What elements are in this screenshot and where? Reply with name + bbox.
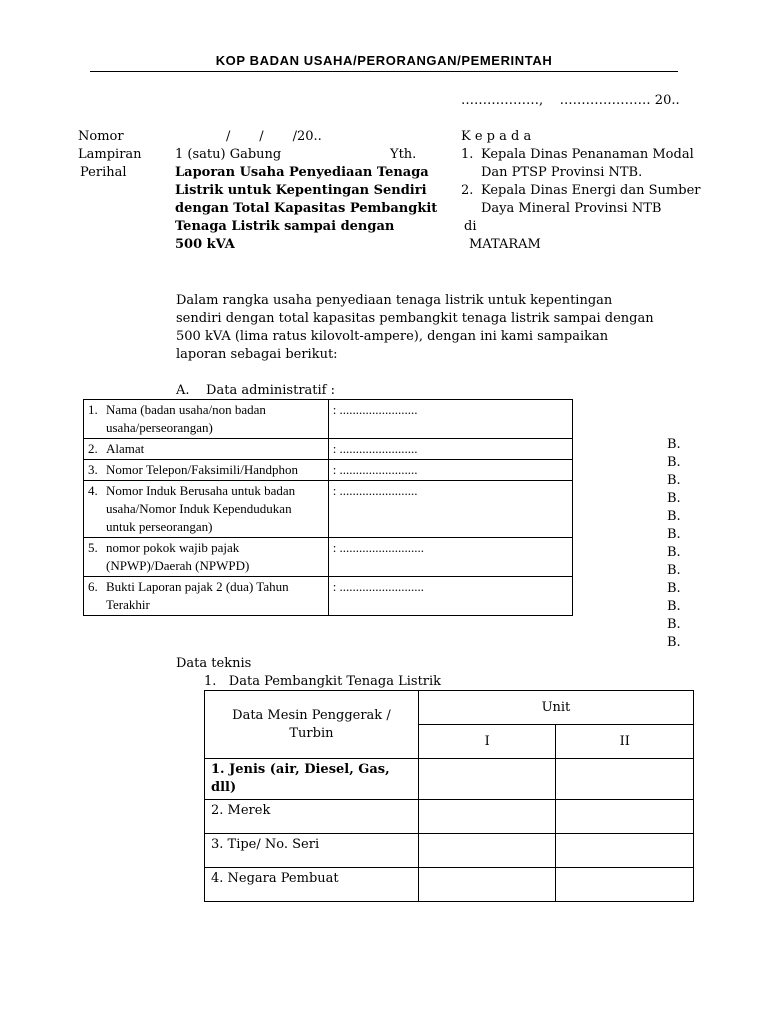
col-header-unit-1: I	[418, 725, 556, 759]
row-label: 2. Merek	[205, 800, 419, 834]
recipient-city: MATARAM	[469, 237, 541, 252]
b-marker: B.	[667, 491, 681, 506]
unit-2-cell[interactable]	[556, 759, 694, 800]
col-header-unit-2: II	[556, 725, 694, 759]
unit-2-cell[interactable]	[556, 868, 694, 902]
recipient-list	[461, 146, 700, 218]
lampiran-value: 1 (satu) Gabung	[175, 147, 282, 162]
perihal-line: Laporan Usaha Penyediaan Tenaga	[175, 165, 429, 180]
perihal-line: Tenaga Listrik sampai dengan	[175, 219, 395, 234]
row-label: nomor pokok wajib pajak (NPWP)/Daerah (NPWPD)	[106, 540, 250, 573]
table-row	[205, 800, 694, 834]
row-value[interactable]: : ........................	[328, 439, 572, 460]
section-b-subheading: 1. Data Pembangkit Tenaga Listrik	[204, 674, 442, 689]
unit-1-cell[interactable]	[418, 759, 556, 800]
row-value[interactable]: : ........................	[328, 460, 572, 481]
row-value[interactable]: : ........................	[328, 481, 572, 538]
yth-label: Yth.	[390, 147, 417, 162]
row-value[interactable]: : ..........................	[328, 577, 572, 616]
row-label: Nomor Telepon/Faksimili/Handphon	[106, 462, 299, 477]
row-label: 4. Negara Pembuat	[205, 868, 419, 902]
di-label: di	[464, 219, 477, 234]
unit-2-cell[interactable]	[556, 834, 694, 868]
perihal-line: dengan Total Kapasitas Pembangkit	[175, 201, 438, 216]
row-value[interactable]: : ..........................	[328, 538, 572, 577]
table-row: 1. Nama (badan usaha/non badan usaha/perseorangan) : ........................	[84, 400, 573, 439]
unit-1-cell[interactable]	[418, 868, 556, 902]
generator-data-table	[204, 690, 694, 902]
section-b-heading: Data teknis	[176, 656, 252, 671]
row-label: 3. Tipe/ No. Seri	[205, 834, 419, 868]
row-label: Bukti Laporan pajak 2 (dua) Tahun Terakhir	[106, 579, 289, 612]
section-a-heading: A. Data administratif :	[176, 383, 335, 398]
table-row	[205, 868, 694, 902]
col-header-machine: Data Mesin Penggerak / Turbin	[205, 691, 419, 759]
admin-data-table	[83, 399, 573, 616]
row-label: Alamat	[106, 441, 145, 456]
recipient-item: 1. Kepala Dinas Penanaman Modal Dan PTSP Provinsi NTB.	[461, 147, 694, 180]
b-marker-column	[667, 436, 681, 652]
table-row: 4. Nomor Induk Berusaha untuk badan usaha/Nomor Induk Kependudukan untuk perseorangan) : ........................	[84, 481, 573, 538]
perihal-line: 500 kVA	[175, 237, 235, 252]
b-marker: B.	[667, 455, 681, 470]
place-placeholder: ………………,	[461, 93, 544, 108]
perihal-value	[175, 164, 437, 254]
table-row: 3. Nomor Telepon/Faksimili/Handphon : ........................	[84, 460, 573, 481]
b-marker: B.	[667, 473, 681, 488]
row-label: 1. Jenis (air, Diesel, Gas, dll)	[205, 759, 419, 800]
unit-2-cell[interactable]	[556, 800, 694, 834]
b-marker: B.	[667, 617, 681, 632]
b-marker: B.	[667, 527, 681, 542]
kepada-label: K e p a d a	[461, 129, 532, 144]
nomor-value: / / /20..	[226, 129, 322, 144]
b-marker: B.	[667, 635, 681, 650]
unit-1-cell[interactable]	[418, 834, 556, 868]
letterhead-title: KOP BADAN USAHA/PERORANGAN/PEMERINTAH	[215, 53, 553, 68]
b-marker: B.	[667, 599, 681, 614]
b-marker: B.	[667, 509, 681, 524]
row-value[interactable]: : ........................	[328, 400, 572, 439]
row-label: Nomor Induk Berusaha untuk badan usaha/Nomor Induk Kependudukan untuk perseorangan)	[106, 483, 296, 534]
perihal-line: Listrik untuk Kepentingan Sendiri	[175, 183, 427, 198]
table-row	[205, 834, 694, 868]
unit-1-cell[interactable]	[418, 800, 556, 834]
b-marker: B.	[667, 545, 681, 560]
recipient-block	[461, 128, 700, 254]
letterhead-rule	[90, 71, 678, 72]
b-marker: B.	[667, 581, 681, 596]
date-placeholder: ………………… 20..	[559, 93, 680, 108]
intro-paragraph: Dalam rangka usaha penyediaan tenaga listrik untuk kepentingan sendiri dengan total kapasitas pembangkit tenaga listrik sampai dengan 500 kVA (lima ratus kilovolt-ampere), dengan ini kami sampaikan laporan sebagai berikut:	[176, 293, 654, 362]
lampiran-label: Lampiran	[78, 147, 142, 162]
nomor-label: Nomor	[78, 129, 124, 144]
table-row: 2. Alamat : ........................	[84, 439, 573, 460]
row-label: Nama (badan usaha/non badan usaha/perseorangan)	[106, 402, 266, 435]
b-marker: B.	[667, 437, 681, 452]
b-marker: B.	[667, 563, 681, 578]
recipient-item: 2. Kepala Dinas Energi dan Sumber Daya Mineral Provinsi NTB	[461, 183, 701, 216]
table-row: 5. nomor pokok wajib pajak (NPWP)/Daerah (NPWPD) : ..........................	[84, 538, 573, 577]
col-header-unit: Unit	[418, 691, 693, 725]
perihal-label: Perihal	[80, 165, 127, 180]
table-row	[205, 759, 694, 800]
date-line	[461, 92, 680, 110]
table-row: 6. Bukti Laporan pajak 2 (dua) Tahun Terakhir : ..........................	[84, 577, 573, 616]
